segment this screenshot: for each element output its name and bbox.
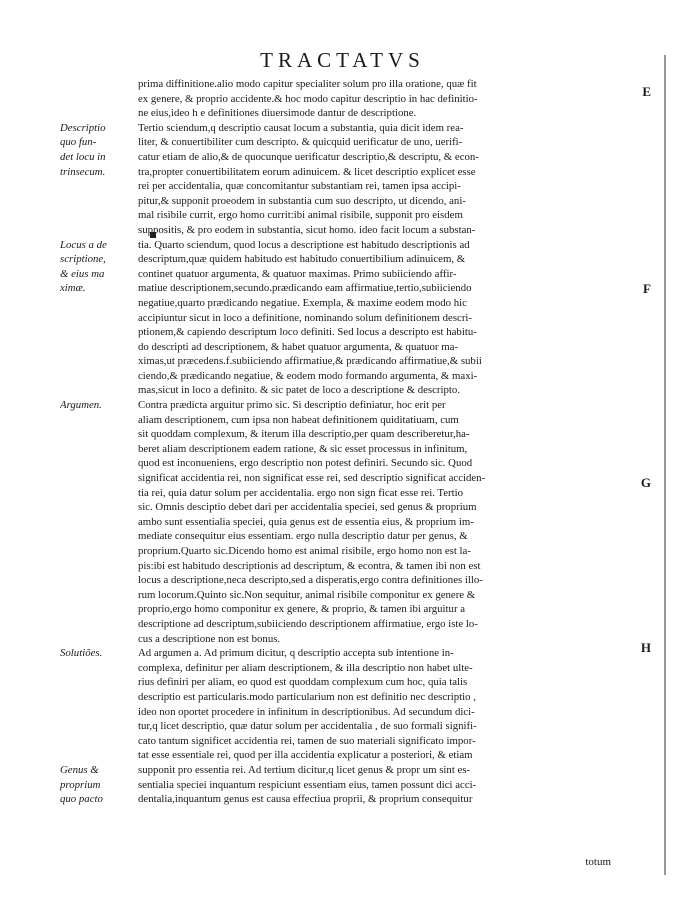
side-letter-g: G <box>640 475 651 490</box>
line-text: prima diffinitione.alio modo capitur specialiter solum pro illa oratione, quæ fit <box>138 78 477 90</box>
marginal-note: det locu in <box>60 150 106 163</box>
text-line <box>60 573 590 588</box>
text-line <box>60 311 590 326</box>
line-text: mal risibile currit, ergo homo currit:ibi animal risibile, supponit pro eisdem <box>138 209 463 222</box>
line-text: sit quoddam complexum, & iterum illa descriptio,per quam describeretur,ha- <box>138 428 470 441</box>
line-text: descriptione ad descriptum,subiiciendo descriptionem affirmatiue, ergo iste lo- <box>138 617 478 630</box>
side-letter-e: E <box>642 84 651 99</box>
text-line <box>60 121 590 136</box>
catchword: totum <box>585 856 611 868</box>
line-text: continet quatuor argumenta, & quatuor maximas. Primo subiiciendo affir- <box>138 267 457 280</box>
text-line <box>60 690 590 705</box>
text-line <box>60 456 590 471</box>
text-line <box>60 588 590 603</box>
text-line <box>60 165 590 180</box>
text-line <box>60 500 590 515</box>
line-text: suppositis, & pro eodem in substantia, sicut homo. ideo facit locum a substan- <box>138 223 476 236</box>
line-text: liter, & conuertibiliter cum descripto. & quicquid uerificatur de uno, uerifi- <box>138 136 463 149</box>
side-letter-h: H <box>640 640 651 655</box>
text-line <box>60 617 590 632</box>
line-text: tra,propter conuertibilitatem eorum adinuicem. & licet descriptio explicet esse <box>138 165 476 178</box>
line-text: beret aliam descriptionem eadem ratione, & sic esset processus in infinitum, <box>138 442 468 455</box>
marginal-note: & eius ma <box>60 267 105 280</box>
line-text: tur,q licet descriptio, quæ datur solum per accidentalia , de suo formali signifi- <box>138 720 477 733</box>
marginal-note: quo pacto <box>60 793 103 806</box>
marginal-note: Argumen. <box>60 399 102 412</box>
line-text: complexa, definitur per aliam descriptionem, & illa descriptio non habet ulte- <box>138 661 473 674</box>
line-text: Tertio sciendum,q descriptio causat locum a substantia, quia dicit idem rea- <box>138 121 464 134</box>
text-line <box>60 778 590 793</box>
text-line <box>60 238 590 253</box>
text-line <box>60 223 590 238</box>
running-header: TRACTATVS <box>260 48 425 72</box>
text-line <box>60 296 590 311</box>
text-line <box>60 194 590 209</box>
text-line <box>60 675 590 690</box>
line-text: descriptio est particularis.modo particularium non est definitio nec descriptio , <box>138 690 476 703</box>
marginal-note: trinsecum. <box>60 165 106 178</box>
line-text: ximas,ut præcedens.f.subiiciendo affirmatiue,& prædicando affirmatiue,& subii <box>138 355 482 368</box>
line-text: ptionem,& capiendo descriptum loco definiti. Sed locus a descripto est habitu- <box>138 326 477 339</box>
text-line <box>60 383 590 398</box>
text-line <box>60 748 590 763</box>
text-line <box>60 267 590 282</box>
line-text: locus a descriptione,neca descripto,sed a disperatis,ergo contra definitiones illo- <box>138 574 483 587</box>
line-text: cus a descriptione non est bonus. <box>138 632 281 645</box>
text-line <box>60 252 590 267</box>
line-text: ciendo,& prædicando negatiue, & eodem modo formando argumenta, & maxi- <box>138 369 478 382</box>
line-text: proprio,ergo homo componitur ex genere, & proprio, & tamen ibi arguitur a <box>138 603 466 616</box>
line-text: cato tantum significet accidentia rei, tamen de suo materiali significato impor- <box>138 734 476 747</box>
text-line <box>60 354 590 369</box>
line-text: sic. Omnis desciptio debet dari per accidentalia speciei, sed genus & proprium <box>138 501 477 514</box>
text-line <box>60 486 590 501</box>
line-text: ne eius,ideo h e definitiones diuersimode dantur de descriptione. <box>138 107 417 120</box>
marginal-note: quo fun- <box>60 136 97 149</box>
text-line <box>60 559 590 574</box>
text-line <box>60 325 590 340</box>
line-text: aliam descriptionem, cum ipsa non habeat definitionem quiditatiuam, cum <box>138 413 459 426</box>
line-text: significat accidentia rei, non significat esse rei, sed descriptio significat acciden- <box>138 472 486 485</box>
marginal-note: Solutiões. <box>60 647 103 660</box>
line-text: tat esse essentiale rei, quod per illa accidentia explicatur a posteriori, & etiam <box>138 749 473 762</box>
text-line <box>60 413 590 428</box>
text-line <box>60 661 590 676</box>
text-line <box>60 135 590 150</box>
text-line <box>60 792 590 807</box>
marginal-note: Genus & <box>60 763 99 776</box>
marginal-note: Locus a de <box>60 238 107 251</box>
line-text: tia rei, quia datur solum per accidentalia. ergo non sign ficat esse rei. Tertio <box>138 486 464 499</box>
line-text: descriptum,quæ quidem habitudo est habitudo conuertibilium adinuicem, & <box>138 253 466 266</box>
text-line <box>60 340 590 355</box>
text-line <box>60 398 590 413</box>
line-text: do descripti ad descriptionem, & habet quatuor argumenta, & quatuor ma- <box>138 340 459 353</box>
text-body <box>60 77 590 807</box>
marginal-note: scriptione, <box>60 253 106 266</box>
line-text: tia. Quarto sciendum, quod locus a descriptione est habitudo descriptionis ad <box>138 238 470 251</box>
side-letter-f: F <box>643 281 651 296</box>
text-line <box>60 632 590 647</box>
text-line <box>60 734 590 749</box>
line-text: matiue descriptionem,secundo.prædicando eam affirmatiue,tertio,subiiciendo <box>138 282 472 295</box>
line-text: dentalia,inquantum genus est causa effectiua proprii, & proprium consequitur <box>138 793 473 806</box>
text-line <box>60 150 590 165</box>
line-text: negatiue,quarto prædicando negatiue. Exempla, & maxime eodem modo hic <box>138 296 467 309</box>
text-line <box>60 442 590 457</box>
text-line <box>60 92 590 107</box>
line-text: mediate consequitur eius essentiam. ergo nulla descriptio datur per genus, & <box>138 530 468 543</box>
line-text: supponit pro essentia rei. Ad tertium dicitur,q licet genus & propr um sint es- <box>138 763 471 776</box>
text-line <box>60 763 590 778</box>
text-line <box>60 281 590 296</box>
line-text: catur etiam de alio,& de quocunque uerificatur descriptio,& descriptu, & econ- <box>138 150 479 163</box>
marginal-note: Descriptio <box>60 121 106 134</box>
text-line <box>60 179 590 194</box>
marginal-note: ximæ. <box>60 282 86 295</box>
line-text: rum locorum.Quinto sic.Non sequitur, animal risibile componitur ex genere & <box>138 588 476 601</box>
line-text: Contra prædicta arguitur primo sic. Si descriptio definiatur, hoc erit per <box>138 399 446 412</box>
text-line <box>60 515 590 530</box>
line-text: proprium.Quarto sic.Dicendo homo est animal risibile, ergo homo non est la- <box>138 545 471 557</box>
line-text: sentialia speciei inquantum respiciunt essentiam eius, tamen possunt dici acci- <box>138 778 477 791</box>
line-text: pitur,& supponit proeodem in substantia cum suo descripto, ut dicendo, ani- <box>138 194 466 207</box>
text-line <box>60 369 590 384</box>
text-line <box>60 705 590 720</box>
text-line <box>60 529 590 544</box>
line-text: pis:ibi est habitudo descriptionis ad descriptum, & econtra, & tamen ibi non est <box>138 559 481 572</box>
marginal-note: proprium <box>60 778 101 791</box>
line-text: rius definiri per aliam, eo quod est quoddam complexum cum hoc, quia talis <box>138 676 468 689</box>
text-line <box>60 77 590 92</box>
text-line <box>60 106 590 121</box>
line-text: quod est inconueniens, ergo descriptio non potest definiri. Secundo sic. Quod <box>138 457 473 470</box>
text-line <box>60 544 590 559</box>
text-line <box>60 427 590 442</box>
line-text: ambo sunt essentialia speciei, quia genus est de essentia eius, & proprium im- <box>138 515 474 528</box>
text-line <box>60 471 590 486</box>
line-text: ex genere, & proprio accidente.& hoc modo capitur descriptio in hac definitio- <box>138 92 478 105</box>
line-text: accipiuntur sicut in loco a definitione, nominando solum definitionem descri- <box>138 311 473 324</box>
line-text: mas,sicut in loco a definito. & sic patet de loco a descriptione & descripto. <box>138 384 461 397</box>
text-line <box>60 208 590 223</box>
text-line <box>60 646 590 661</box>
page-edge-rule <box>664 55 666 875</box>
line-text: ideo non oportet procedere in infinitum in descriptionibus. Ad secundum dici- <box>138 705 475 718</box>
text-line <box>60 719 590 734</box>
line-text: Ad argumen a. Ad primum dicitur, q descriptio accepta sub intentione in- <box>138 647 454 660</box>
text-line <box>60 602 590 617</box>
line-text: rei per accidentalia, quæ concomitantur substantiam rei, tamen ipsa accipi- <box>138 180 461 193</box>
